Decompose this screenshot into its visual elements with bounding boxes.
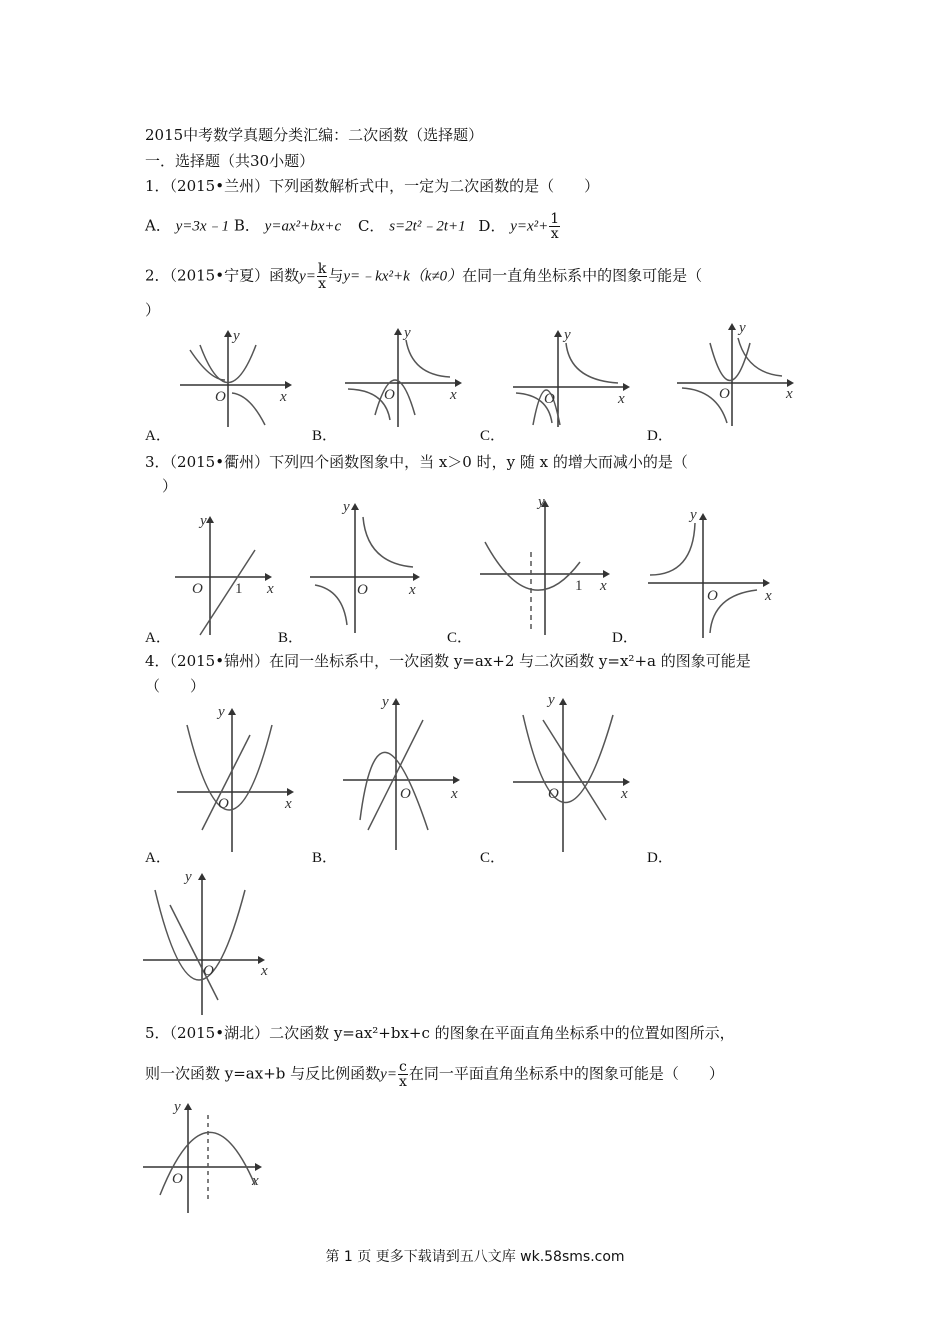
- svg-text:y: y: [382, 694, 389, 710]
- svg-text:y: y: [564, 327, 571, 343]
- q4-graph-d: [140, 865, 275, 1020]
- svg-text:O: O: [203, 963, 214, 979]
- q3-label-d: D．: [612, 630, 638, 646]
- svg-text:x: x: [765, 588, 772, 604]
- q4-graph-b: [338, 690, 468, 850]
- svg-text:x: x: [280, 389, 287, 405]
- q1-option-c-label: C．: [357, 216, 385, 235]
- svg-text:y: y: [548, 692, 555, 708]
- svg-text:x: x: [621, 786, 628, 802]
- q3-label-a: A．: [145, 630, 171, 646]
- q1-option-b: y=ax²+bx+c: [264, 218, 342, 235]
- question-5-stem: 5．（2015•湖北）二次函数 y=ax²+bx+c 的图象在平面直角坐标系中的位置如图所示，: [145, 1024, 735, 1042]
- svg-text:y: y: [690, 507, 697, 523]
- svg-text:O: O: [719, 386, 730, 402]
- q3-label-c: C．: [447, 630, 473, 646]
- question-5-stem-line2: 则一次函数 y=ax+b 与反比例函数y= $\frac{c}{x}$ 在同一平面直角坐标系中的图象可能是（ ）: [145, 1059, 724, 1090]
- svg-text:O: O: [400, 786, 411, 802]
- q4-label-a: A．: [145, 850, 171, 866]
- svg-text:O: O: [218, 796, 229, 812]
- q1-option-a-label: A．: [145, 216, 171, 235]
- svg-text:y: y: [538, 494, 545, 510]
- q3-graph-b: [305, 495, 430, 635]
- svg-text:y: y: [404, 325, 411, 341]
- q1-option-c: s=2t²﹣2t+1: [389, 218, 466, 235]
- svg-text:O: O: [357, 582, 368, 598]
- q2-graph-d: [672, 318, 802, 428]
- svg-text:O: O: [544, 391, 555, 407]
- svg-text:y: y: [218, 704, 225, 720]
- question-3-stem-end: ）: [162, 477, 178, 495]
- svg-text:x: x: [409, 582, 416, 598]
- q2-label-a: A．: [145, 428, 171, 444]
- svg-text:y: y: [185, 869, 192, 885]
- q2-graph-c: [508, 325, 638, 430]
- svg-text:x: x: [600, 578, 607, 594]
- svg-text:x: x: [451, 786, 458, 802]
- q1-option-a: y=3x﹣1: [175, 218, 230, 235]
- q4-label-b: B．: [312, 850, 338, 866]
- question-1-options: [145, 212, 561, 241]
- svg-text:O: O: [172, 1171, 183, 1187]
- q1-option-d: y=x²+: [510, 218, 549, 235]
- q5-fraction: $\frac{c}{x}$: [398, 1059, 407, 1090]
- q3-graph-c: [475, 492, 620, 637]
- svg-text:O: O: [384, 387, 395, 403]
- svg-text:y: y: [739, 320, 746, 336]
- svg-text:x: x: [786, 386, 793, 402]
- document-title: 2015中考数学真题分类汇编：二次函数（选择题）: [145, 126, 484, 144]
- svg-text:x: x: [450, 387, 457, 403]
- svg-text:x: x: [261, 963, 268, 979]
- q4-label-c: C．: [480, 850, 506, 866]
- q2-fraction: $\frac{k}{x}$: [317, 261, 327, 292]
- svg-text:y: y: [343, 499, 350, 515]
- svg-text:1: 1: [235, 581, 243, 597]
- svg-text:x: x: [285, 796, 292, 812]
- svg-text:x: x: [267, 581, 274, 597]
- svg-text:O: O: [707, 588, 718, 604]
- q2-label-d: D．: [647, 428, 673, 444]
- svg-text:y: y: [174, 1099, 181, 1115]
- svg-text:O: O: [192, 581, 203, 597]
- question-2-stem-end: ）: [145, 301, 161, 319]
- q1-option-d-label: D．: [478, 216, 506, 235]
- q1-option-b-label: B．: [233, 216, 260, 235]
- question-3-stem: 3．（2015•衢州）下列四个函数图象中，当 x＞0 时，y 随 x 的增大而减小的是（: [145, 453, 688, 471]
- question-2-stem: 2．（2015•宁夏）函数y= $\frac{k}{x}$ 与y=﹣kx²+k（k≠0）在同一直角坐标系中的图象可能是（: [145, 261, 703, 292]
- svg-text:x: x: [618, 391, 625, 407]
- q2-graph-a: [170, 325, 300, 430]
- svg-text:y: y: [200, 513, 207, 529]
- question-4-stem: 4．（2015•锦州）在同一坐标系中，一次函数 y=ax+2 与二次函数 y=x²+a 的图象可能是: [145, 652, 751, 670]
- q1-option-d-fraction: $\frac{1}{x}$: [550, 211, 560, 242]
- svg-text:x: x: [252, 1173, 259, 1189]
- svg-text:O: O: [548, 786, 559, 802]
- page-footer: 第 1 页 更多下载请到五八文库 wk.58sms.com: [325, 1249, 625, 1265]
- q3-graph-d: [645, 505, 780, 640]
- q2-label-c: C．: [480, 428, 506, 444]
- q4-graph-c: [508, 690, 638, 855]
- svg-text:O: O: [215, 389, 226, 405]
- question-1-stem: 1．（2015•兰州）下列函数解析式中，一定为二次函数的是（ ）: [145, 177, 600, 195]
- q2-label-b: B．: [312, 428, 338, 444]
- svg-text:y: y: [233, 328, 240, 344]
- q3-graph-a: [170, 505, 285, 640]
- section-heading: 一．选择题（共30小题）: [145, 152, 315, 170]
- q5-graph: [140, 1095, 270, 1220]
- q3-label-b: B．: [278, 630, 304, 646]
- q4-graph-a: [172, 700, 302, 855]
- q4-label-d: D．: [647, 850, 673, 866]
- q2-graph-b: [340, 325, 470, 430]
- question-4-stem-end: （ ）: [145, 677, 206, 695]
- svg-text:1: 1: [575, 578, 583, 594]
